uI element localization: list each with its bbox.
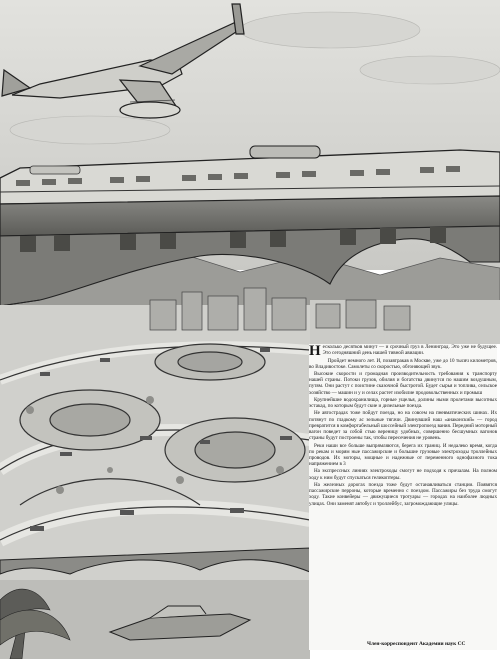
article-paragraph: Несколько десятков минут — и срочный груз в Ленинград. Это уже не будущее. Это сегодняшний день нашей тивной авиации. [309,344,497,359]
article-paragraph: Высокие скорости и громадная производительность требования к транспорту нашей страны. Потоки грузов, обилия и богатства двинутся по нашим воздушным, путям. Они растут с поистине сказочной быстротой. Будет сырья и топлива, сельское хозяйство — машин и у и селах растет изобилие продовольственных и промыш [309,371,497,396]
article-paragraph: Реки наши все больше выпрямляются, берега их границ. И недалеко время, когда по рекам и морям ные пассажирские и большие грузовые электроходы троллейных проводов. Их моторы, мощные и надежные от переменного однофазного тока напряжением в 3 [309,442,497,468]
article-paragraph: Крупнейшие водохранилища, горные ущелья, долины ными пролетами высотных эстакад, по которым будут ские и дизельные поезда. [309,396,497,410]
article-text-block [309,344,497,650]
article-paragraph: На железных дорогах поезда тоже будут останавливаться станции. Появятся пассажирские перроны, которые временно с поездом. Пассажиры без труда смогут ходу. Такие конвейеры — движущиеся тротуары — городах на наиболее людных улицах. Они заменят автобус и троллейбус, загромождающие улицы. [309,481,497,507]
article-paragraph: Пройдет немного лет. И, позавтракав в Москве, уже до 10 тысяч километров, во Владивостоке. Самолеты со скоростью, обгоняющей звук. [309,357,497,370]
article-paragraph: Не автострадах тоже пойдут поезда, но на совсем на пневматических шинах. Их потянут по гладкому ас зельные тягачи. Двинувший наш «анаконский» — город превратится в комфортабельный шоссейный электропоезд вания. Передний моторный вагон поведет за собой стью вереницу удобных, совершенно бесшумных вагонов страны будут построены так, чтобы пересечения не уровень. [309,410,497,442]
drop-cap: Н [309,344,321,359]
article-paragraph: На экспрессных линиях электроходы смогут не подходя к причалам. На полном ходу к ним будут спускаться геликоптеры. [309,468,497,481]
author-signature: Член-корреспондент Академии наук СС [367,641,466,647]
